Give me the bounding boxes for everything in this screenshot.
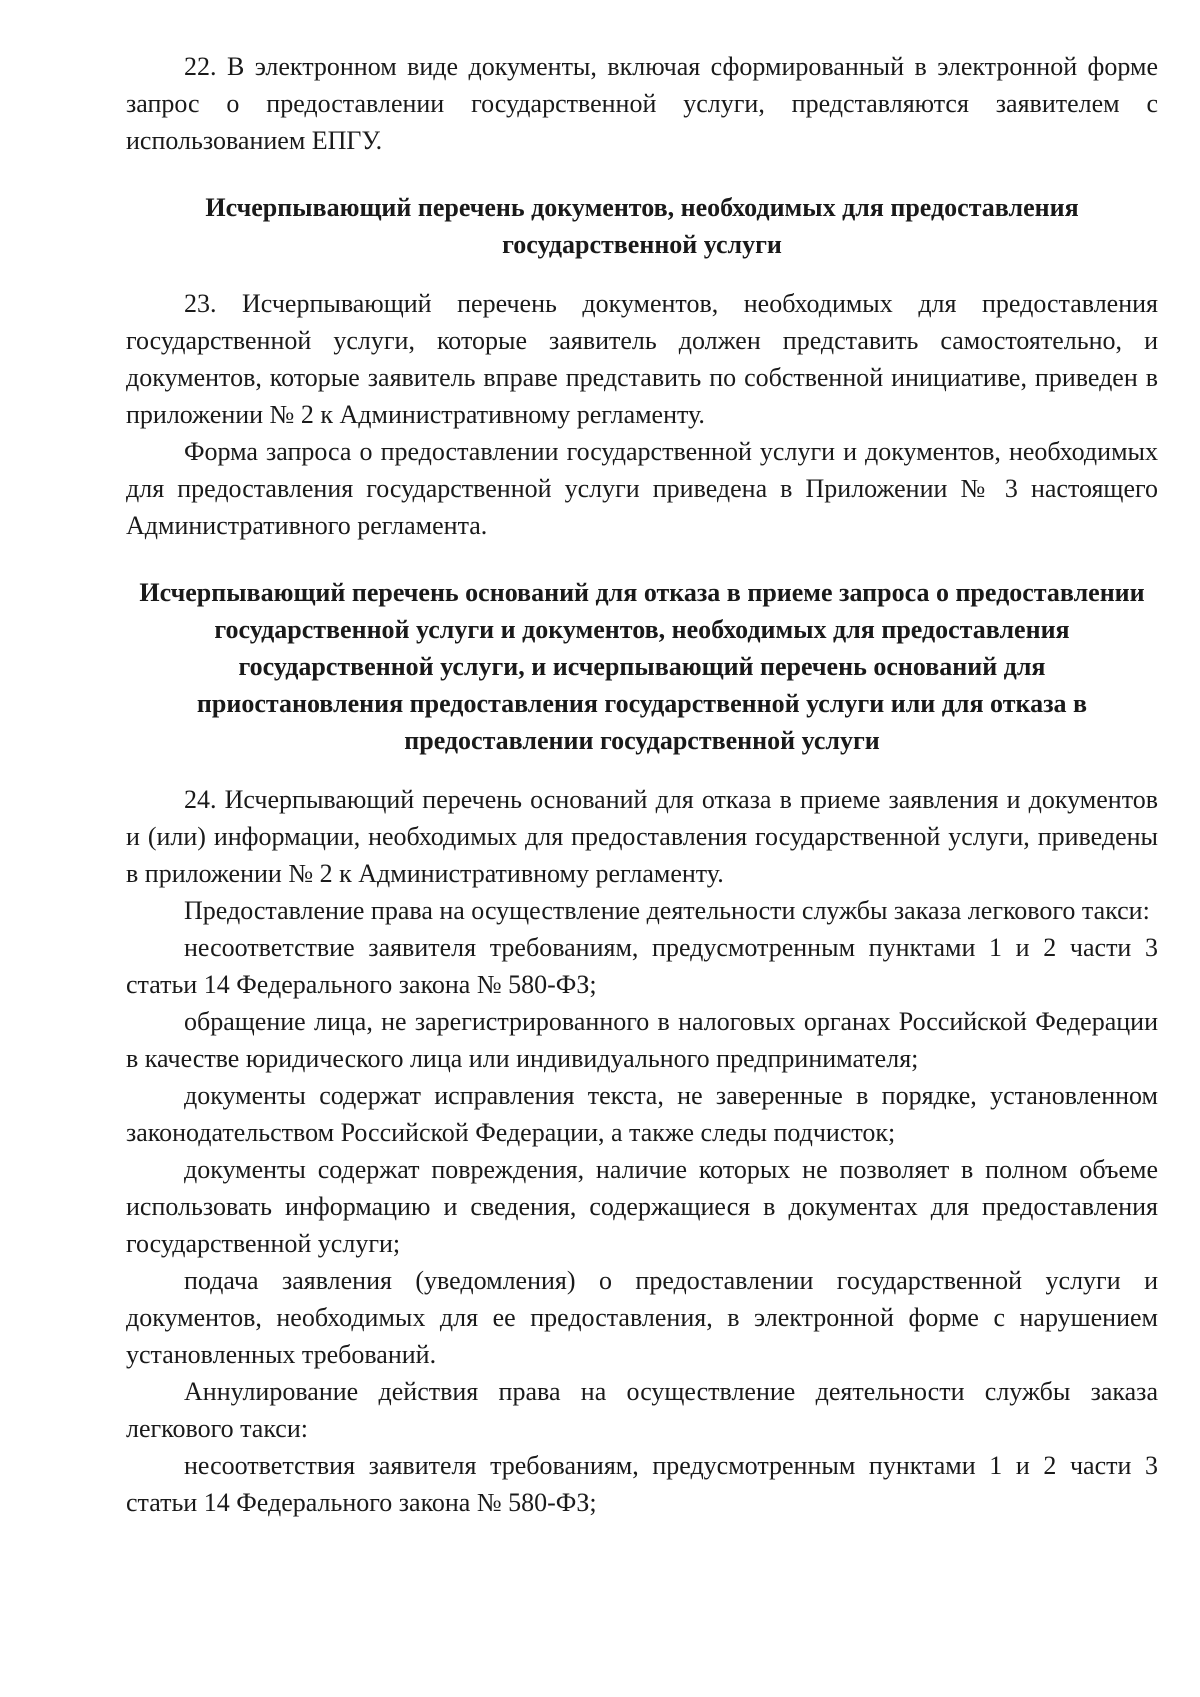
- list-item: документы содержат исправления текста, не заверенные в порядке, установленном законодательством Российской Федерации, а также следы подчисток;: [126, 1081, 1158, 1147]
- paragraph-23: 23. Исчерпывающий перечень документов, необходимых для предоставления государственной услуги, которые заявитель должен представить самостоятельно, и документов, которые заявитель вправе представить по собственной инициативе, приведен в приложении № 2 к Административному регламенту.: [126, 289, 1158, 429]
- list-item: несоответствие заявителя требованиям, предусмотренным пунктами 1 и 2 части 3 статьи 14 Федерального закона № 580-ФЗ;: [126, 933, 1158, 999]
- paragraph-22: 22. В электронном виде документы, включая сформированный в электронной форме запрос о предоставлении государственной услуги, представляются заявителем с использованием ЕПГУ.: [126, 52, 1158, 155]
- paragraph-24: 24. Исчерпывающий перечень оснований для отказа в приеме заявления и документов и (или) информации, необходимых для предоставления государственной услуги, приведены в приложении № 2 к Административному регламенту.: [126, 785, 1158, 888]
- document-body: [126, 48, 1158, 1521]
- paragraph-granting-right: Предоставление права на осуществление деятельности службы заказа легкового такси:: [184, 896, 1150, 925]
- list-item: подача заявления (уведомления) о предоставлении государственной услуги и документов, необходимых для ее предоставления, в электронной форме с нарушением установленных требований.: [126, 1266, 1158, 1369]
- list-item: документы содержат повреждения, наличие которых не позволяет в полном объеме использовать информацию и сведения, содержащиеся в документах для предоставления государственной услуги;: [126, 1155, 1158, 1258]
- paragraph-annulment: Аннулирование действия права на осуществление деятельности службы заказа легкового такси:: [126, 1377, 1158, 1443]
- heading-documents-list: Исчерпывающий перечень документов, необходимых для предоставления государственной услуги: [205, 193, 1079, 259]
- list-item: несоответствия заявителя требованиям, предусмотренным пунктами 1 и 2 части 3 статьи 14 Федерального закона № 580-ФЗ;: [126, 1451, 1158, 1517]
- list-item: обращение лица, не зарегистрированного в налоговых органах Российской Федерации в качестве юридического лица или индивидуального предпринимателя;: [126, 1007, 1158, 1073]
- heading-refusal-grounds: Исчерпывающий перечень оснований для отказа в приеме запроса о предоставлении государственной услуги и документов, необходимых для предоставления государственной услуги, и исчерпывающий перечень оснований для приостановления предоставления государственной услуги или для отказа в предоставлении государственной услуги: [139, 578, 1145, 755]
- paragraph-request-form: Форма запроса о предоставлении государственной услуги и документов, необходимых для предоставления государственной услуги приведена в Приложении № 3 настоящего Административного регламента.: [126, 437, 1158, 540]
